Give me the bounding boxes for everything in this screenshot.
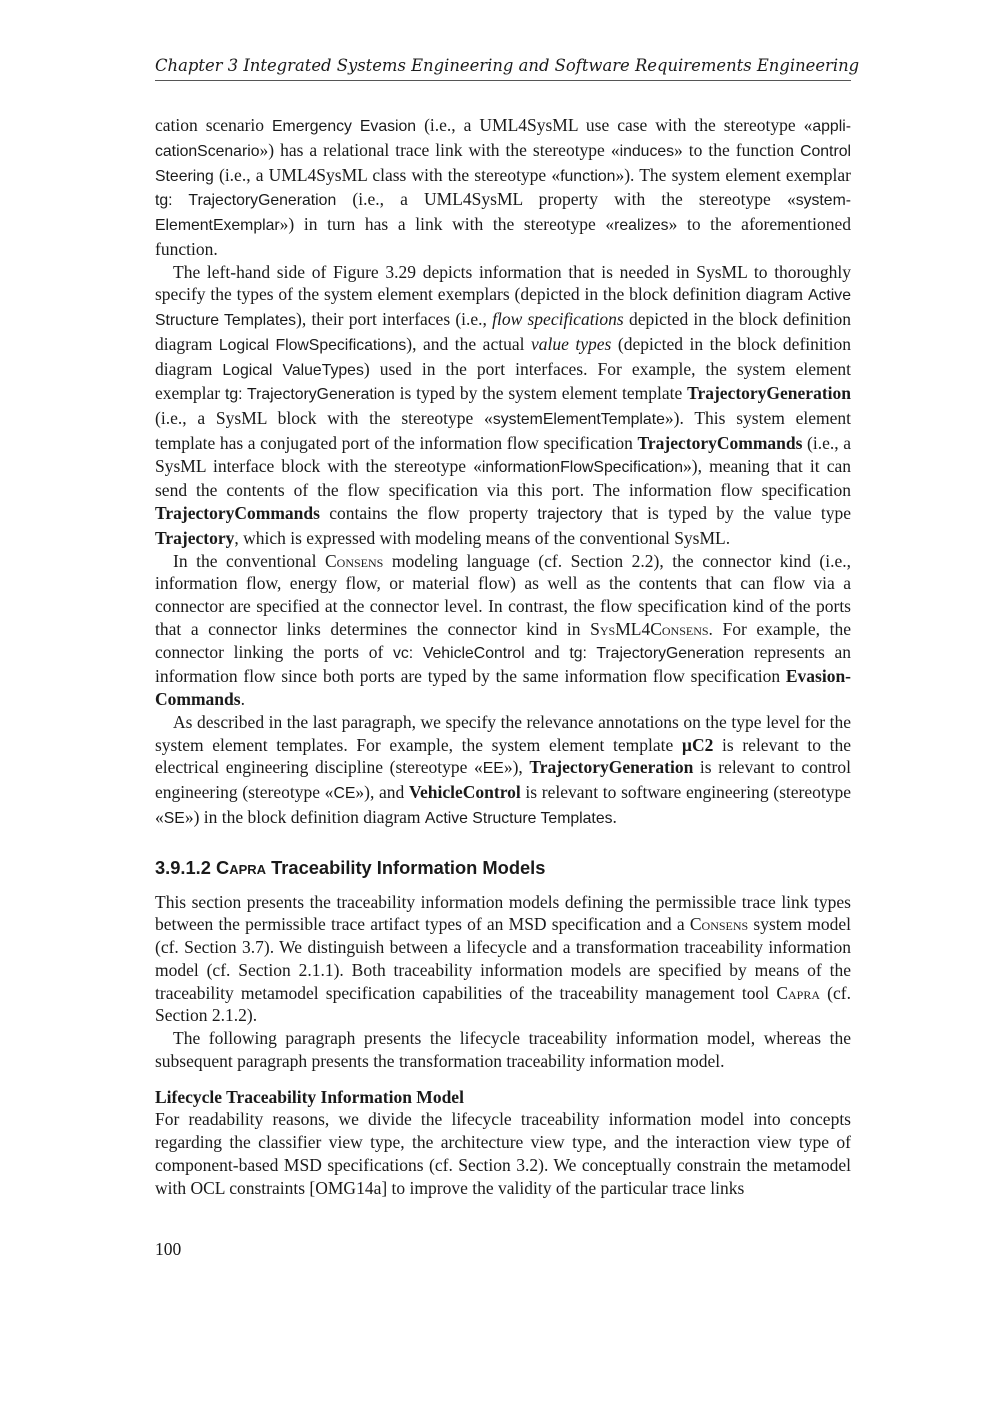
text-run: »),: [503, 757, 530, 778]
text-run: (cf. Section 2.1.2).: [155, 982, 851, 1026]
text-run: ), and the actual: [406, 333, 531, 354]
type-name: TrajectoryGeneration: [529, 757, 694, 778]
paragraph-4: [155, 711, 851, 831]
text-run: depicted in the block definition diagram: [155, 309, 851, 354]
text-run: ») in turn has a link with the stereotype «: [279, 214, 615, 234]
tool-name: Consens: [325, 550, 384, 571]
text-run: ») in the block definition diagram: [184, 806, 425, 827]
model-element-name: tg: TrajectoryGeneration: [224, 386, 395, 404]
paragraph-2: [155, 261, 851, 550]
stereotype-name: systemElementExemplar: [155, 192, 851, 234]
text-run: represents an information flow since both ports are typed by the same information flow specification: [155, 641, 851, 687]
stereotype-name: SE: [163, 809, 185, 827]
text-run: In the conventional: [173, 550, 325, 571]
text-run: cation scenario: [155, 115, 273, 135]
stereotype-name: realizes: [614, 217, 669, 234]
section-title-tool: Capra: [216, 856, 267, 878]
tool-name: Consens: [689, 914, 749, 935]
type-name: µC2: [681, 734, 714, 755]
diagram-name: Logical FlowSpecifications: [218, 336, 407, 354]
tool-name: Capra: [776, 982, 821, 1003]
text-run: »), and: [355, 782, 409, 802]
text-run: is relevant to control engineering (stereotype «: [155, 757, 851, 802]
tool-name: SysML4Consens: [590, 618, 709, 639]
stereotype-name: informationFlowSpecification: [481, 458, 683, 476]
text-run: (i.e., a SysML block with the stereotype «: [155, 408, 493, 428]
text-run: .: [240, 689, 245, 709]
model-element-name: tg: TrajectoryGeneration: [569, 644, 745, 662]
paragraph-3: [155, 550, 851, 711]
page-body: [155, 114, 851, 1199]
text-run: »), meaning that it can send the contents of the flow specification via this port. The information flow specification: [155, 455, 851, 501]
paragraph-5: [155, 891, 851, 1028]
text-run: contains the flow property: [319, 503, 538, 523]
subsection-heading: Lifecycle Traceability Information Model: [155, 1086, 464, 1107]
text-run: (i.e., a UML4SysML use case with the stereotype «: [416, 115, 813, 135]
text-run: As described in the last paragraph, we specify the relevance annotations on the type level for the system element templates. For example, the system element template: [155, 711, 851, 755]
text-run: »). The system element exemplar: [615, 164, 851, 185]
page: [155, 55, 860, 1199]
text-run: » to the function: [674, 139, 801, 160]
section-number: 3.9.1.2: [155, 856, 211, 878]
text-run: ») has a relational trace link with the stereotype «: [259, 139, 620, 160]
text-run: The left-hand side of Figure 3.29 depicts information that is needed in SysML to thoroughly specify the types of the system element exemplars (depicted in the block definition diagram: [155, 261, 851, 305]
paragraph-6: The following paragraph presents the lifecycle traceability information model, whereas the subsequent paragraph presents the transformation traceability information model.: [155, 1028, 851, 1071]
page-number: 100: [155, 1239, 182, 1259]
text-run: .: [612, 806, 617, 827]
text-run: . For example, the connector linking the ports of: [155, 618, 852, 662]
text-run: (i.e., a UML4SysML class with the stereotype «: [213, 164, 561, 185]
text-run: (i.e., a SysML interface block with the stereotype «: [155, 432, 851, 476]
diagram-name: Active Structure Templates: [424, 809, 613, 827]
running-head: Chapter 3 Integrated Systems Engineering and Software Requirements Engineering: [155, 55, 851, 81]
diagram-name: Active Structure Templates: [155, 287, 851, 329]
diagram-name: Logical ValueTypes: [222, 361, 364, 379]
stereotype-name: applicationScenario: [155, 118, 852, 160]
text-run: ) used in the port interfaces. For example, the system element exemplar: [155, 358, 851, 404]
type-name: TrajectoryCommands: [637, 432, 803, 453]
text-run: is relevant to the electrical engineering discipline (stereotype «: [155, 734, 851, 778]
text-run: is relevant to software engineering (stereotype «: [155, 782, 851, 827]
text-run: »). This system element template has a conjugated port of the information flow specification: [155, 408, 852, 453]
stereotype-name: function: [560, 167, 616, 185]
text-run: (i.e., a UML4SysML property with the stereotype «: [336, 189, 796, 210]
text-run: , which is expressed with modeling means of the conventional SysML.: [234, 527, 731, 548]
text-run: » to the aforementioned function.: [155, 214, 851, 259]
text-run: system model (cf. Section 3.7). We distinguish between a lifecycle and a transformation traceability information model (cf. Section 2.1.1). Both traceability information models are specified by means of the traceability metamodel specification capabilities of the traceability management tool: [155, 914, 851, 1003]
type-name: VehicleControl: [408, 782, 521, 802]
stereotype-name: EE: [482, 760, 504, 778]
stereotype-name: CE: [333, 785, 356, 802]
type-name: EvasionCommands: [155, 666, 851, 709]
type-name: TrajectoryGeneration: [687, 383, 851, 404]
text-run: is typed by the system element template: [394, 383, 688, 404]
stereotype-name: induces: [619, 142, 675, 160]
text-run: that is typed by the value type: [602, 503, 852, 523]
paragraph-1: [155, 114, 851, 261]
model-element-name: Control Steering: [155, 142, 852, 185]
model-element-name: vc: VehicleControl: [392, 644, 525, 662]
text-run: and: [524, 641, 570, 662]
section-heading: [155, 856, 851, 880]
type-name: TrajectoryCommands: [155, 503, 320, 523]
paragraph-7: For readability reasons, we divide the lifecycle traceability information model into concepts regarding the classifier view type, the architecture view type, and the interaction view type of component-based MSD specifications (cf. Section 3.2). We conceptually constrain the metamodel with OCL constraints [OMG14a] to improve the validity of the particular trace links: [155, 1109, 851, 1198]
emphasis: value types: [530, 333, 612, 354]
text-run: modeling language (cf. Section 2.2), the connector kind (i.e., information flow, energy flow, or material flow) as well as the contents that can flow via a connector are specified at the connector level. In contrast, the flow specification kind of the ports that a connector links determines the connector kind in: [155, 550, 851, 639]
emphasis: flow specifications: [492, 309, 624, 329]
text-run: ), their port interfaces (i.e.,: [296, 309, 493, 329]
section-title: Traceability Information Models: [266, 856, 546, 878]
text-run: (depicted in the block definition diagram: [155, 333, 851, 379]
model-element-name: Emergency Evasion: [272, 118, 417, 135]
text-run: This section presents the traceability information models defining the permissible trace link types between the permissible trace artifact types of an MSD specification and a: [155, 891, 851, 935]
model-element-name: tg: TrajectoryGeneration: [155, 192, 337, 210]
model-element-name: trajectory: [537, 506, 603, 523]
stereotype-name: systemElementTemplate: [492, 411, 665, 428]
type-name: Trajectory: [155, 527, 235, 548]
